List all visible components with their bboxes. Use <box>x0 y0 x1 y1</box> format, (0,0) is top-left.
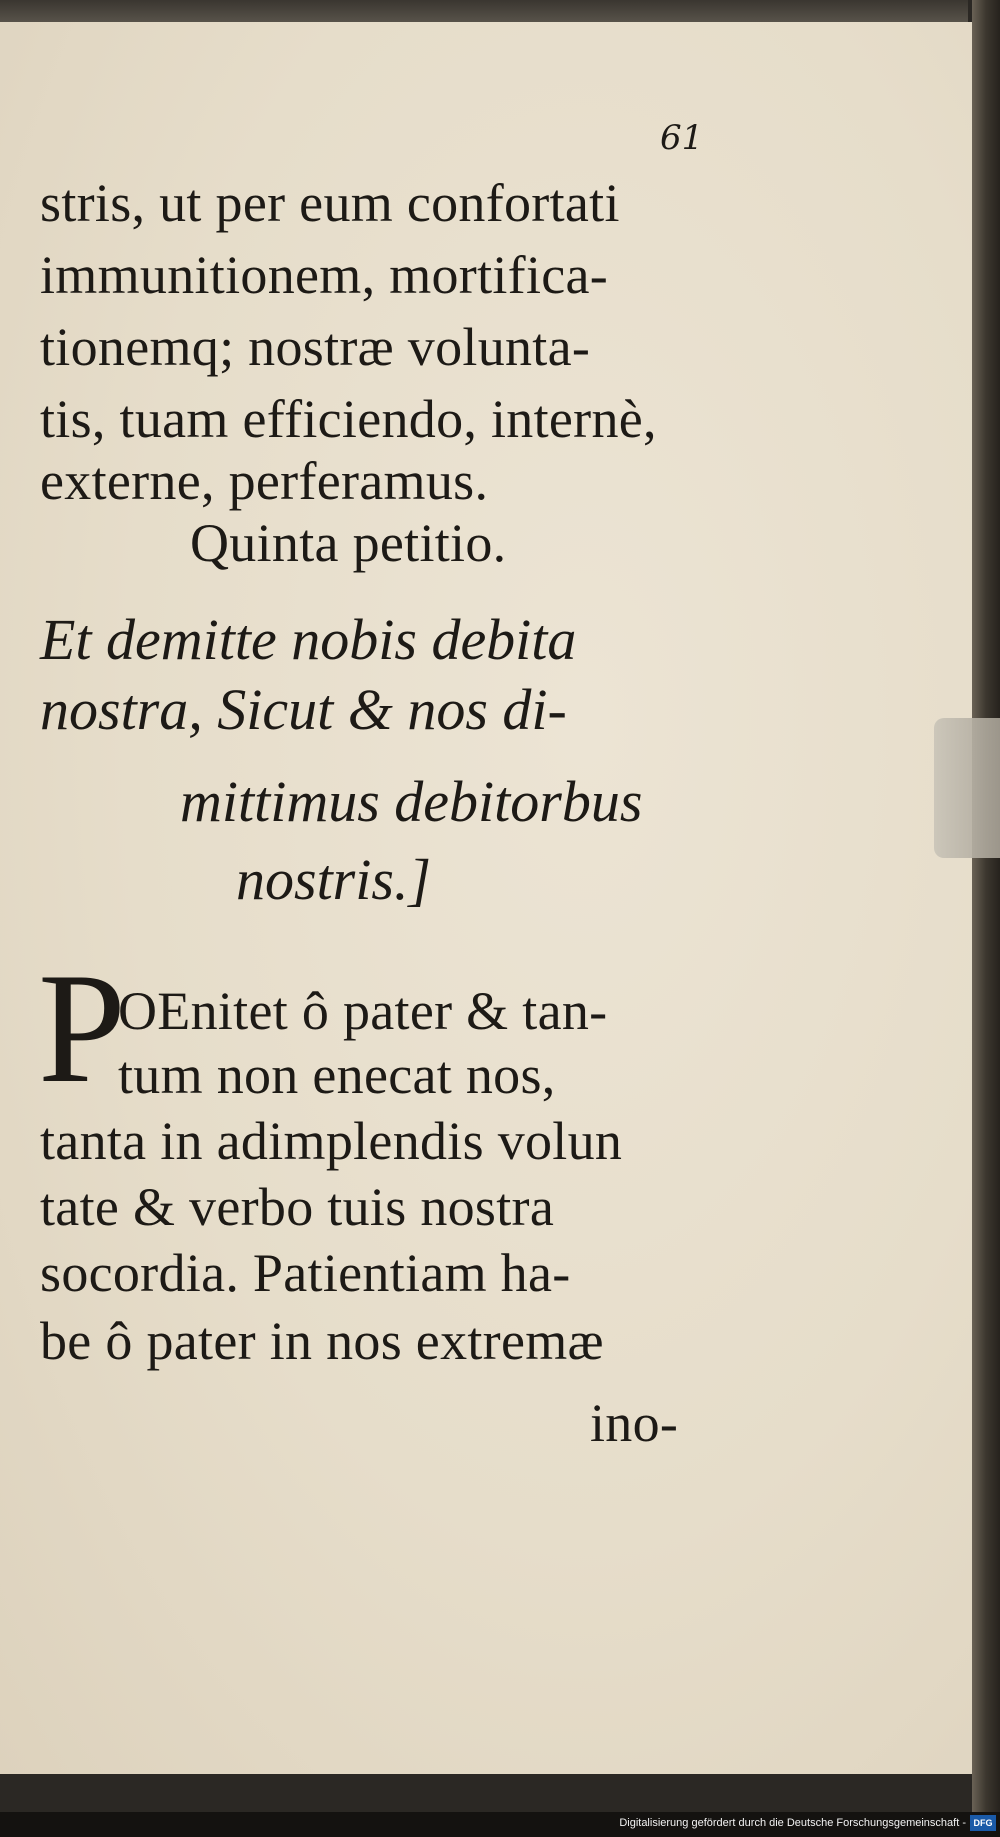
book-spine <box>972 0 1000 1837</box>
text-line: tionemq; nostræ volunta- <box>40 317 591 377</box>
text-line: immunitionem, mortifica- <box>40 245 609 305</box>
book-top-edge <box>0 0 968 24</box>
body-line: tanta in adimplendis volun <box>40 1111 623 1171</box>
text-line: stris, ut per eum confortati <box>40 173 620 233</box>
petition-line: nostris.] <box>236 847 432 912</box>
body-line: be ô pater in nos extremæ <box>40 1311 604 1371</box>
body-line: socordia. Patientiam ha- <box>40 1243 571 1303</box>
petition-line: Et demitte nobis debita <box>40 607 577 672</box>
page-tab-marker <box>934 718 1000 858</box>
petition-line: mittimus debitorbus <box>180 769 643 834</box>
body-line: tate & verbo tuis nostra <box>40 1177 555 1237</box>
petition-line: nostra, Sicut & nos di- <box>40 677 567 742</box>
body-line: tum non enecat nos, <box>118 1045 556 1105</box>
dfg-logo: DFG <box>970 1815 996 1831</box>
page-number: 61 <box>660 118 704 158</box>
drop-cap-initial: P <box>38 941 126 1116</box>
text-line: tis, tuam efficiendo, internè, <box>40 389 657 449</box>
catchword: ino- <box>590 1393 679 1453</box>
body-line: OEnitet ô pater & tan- <box>118 981 608 1041</box>
section-heading: Quinta petitio. <box>190 513 507 573</box>
text-line: externe, perferamus. <box>40 451 489 511</box>
footer-credit: Digitalisierung gefördert durch die Deutsche Forschungsgemeinschaft - <box>619 1817 966 1829</box>
